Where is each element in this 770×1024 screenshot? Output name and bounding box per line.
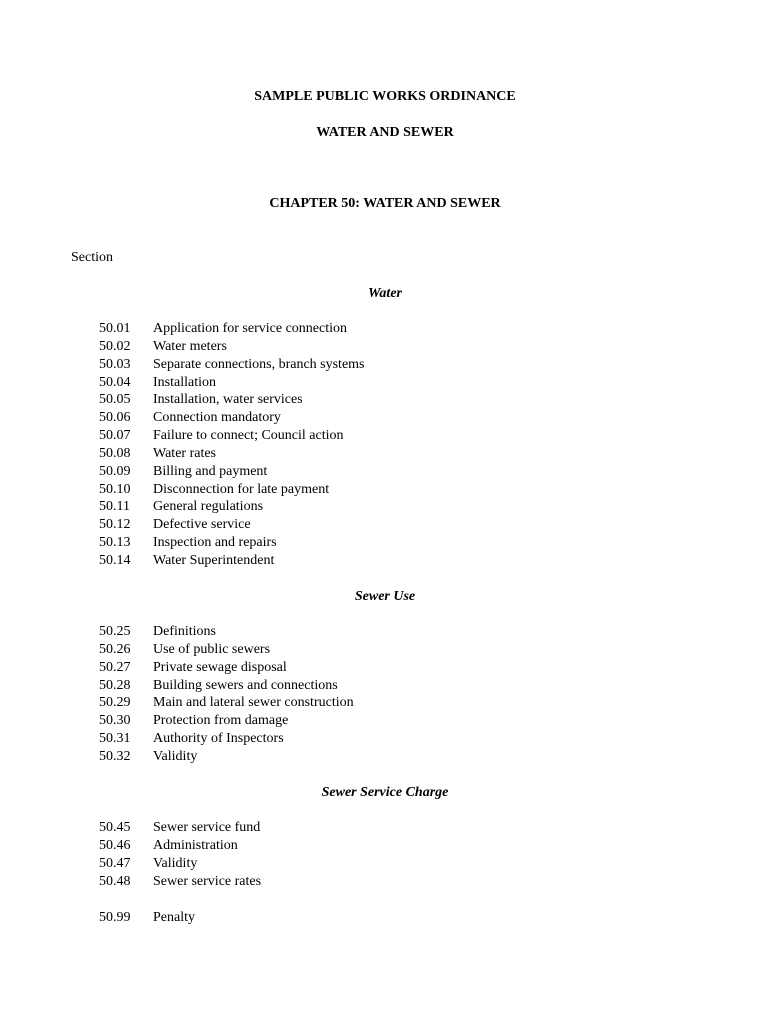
section-number: 50.47 — [99, 855, 131, 871]
group-heading-sewer-use: Sewer Use — [354, 589, 416, 604]
toc-entry — [99, 837, 261, 855]
section-number: 50.29 — [99, 695, 131, 711]
section-number: 50.07 — [99, 428, 131, 444]
section-title: Water Superintendent — [153, 552, 275, 568]
toc-entry — [99, 677, 354, 695]
section-number: 50.06 — [99, 410, 131, 426]
section-title: Validity — [153, 748, 198, 764]
toc-entry — [99, 623, 354, 641]
section-title: Authority of Inspectors — [153, 731, 284, 747]
toc-entry — [99, 659, 354, 677]
document-title: SAMPLE PUBLIC WORKS ORDINANCE — [254, 89, 516, 104]
toc-entry — [99, 338, 365, 356]
section-number: 50.10 — [99, 481, 131, 497]
section-title: Inspection and repairs — [153, 535, 277, 551]
toc-entry — [99, 481, 365, 499]
section-title: Failure to connect; Council action — [153, 428, 344, 444]
section-title: Main and lateral sewer construction — [153, 695, 354, 711]
section-number: 50.13 — [99, 535, 131, 551]
section-number: 50.48 — [99, 873, 131, 889]
section-title: Protection from damage — [153, 713, 289, 729]
section-number: 50.26 — [99, 641, 131, 657]
section-number: 50.25 — [99, 624, 131, 639]
section-number: 50.45 — [99, 820, 131, 835]
section-number: 50.02 — [99, 338, 131, 354]
section-number: 50.31 — [99, 731, 131, 747]
toc-entry — [99, 427, 365, 445]
section-number: 50.14 — [99, 552, 131, 568]
toc-entry — [99, 320, 365, 338]
section-title: Installation — [153, 374, 216, 390]
toc-entry — [99, 534, 365, 552]
section-title: Definitions — [153, 624, 216, 639]
section-number: 50.03 — [99, 356, 131, 372]
section-title: Defective service — [153, 517, 251, 533]
section-title: Separate connections, branch systems — [153, 356, 365, 372]
section-number: 50.08 — [99, 445, 131, 461]
toc-entry — [99, 873, 261, 891]
toc-entry — [99, 909, 195, 927]
toc-entry — [99, 819, 261, 837]
toc-entry — [99, 748, 354, 766]
section-title: Private sewage disposal — [153, 659, 287, 675]
section-title: Billing and payment — [153, 463, 268, 479]
section-number: 50.27 — [99, 659, 131, 675]
section-label: Section — [71, 250, 113, 265]
section-title: Application for service connection — [153, 321, 347, 336]
section-title: Connection mandatory — [153, 410, 281, 426]
section-title: Disconnection for late payment — [153, 481, 330, 497]
toc-entry — [99, 712, 354, 730]
section-title: Penalty — [153, 910, 195, 925]
chapter-heading: CHAPTER 50: WATER AND SEWER — [269, 196, 501, 211]
section-title: Installation, water services — [153, 392, 303, 408]
section-title: Water meters — [153, 338, 227, 354]
document-subtitle: WATER AND SEWER — [316, 125, 454, 140]
section-title: Sewer service rates — [153, 873, 262, 889]
section-number: 50.46 — [99, 837, 131, 853]
section-number: 50.05 — [99, 392, 131, 408]
section-number: 50.09 — [99, 463, 131, 479]
group-heading-water: Water — [368, 286, 402, 301]
toc-entry — [99, 694, 354, 712]
section-number: 50.01 — [99, 321, 131, 336]
group-heading-sewer-service-charge: Sewer Service Charge — [321, 785, 449, 800]
toc-entry — [99, 730, 354, 748]
toc-entry — [99, 641, 354, 659]
section-number: 50.32 — [99, 748, 131, 764]
section-number: 50.30 — [99, 713, 131, 729]
toc-entry — [99, 409, 365, 427]
toc-entry — [99, 498, 365, 516]
toc-entry — [99, 374, 365, 392]
section-number: 50.04 — [99, 374, 131, 390]
toc-entry — [99, 855, 261, 873]
toc-list-water — [99, 320, 365, 570]
section-title: General regulations — [153, 499, 264, 515]
toc-list-sewer-service-charge — [99, 819, 261, 890]
toc-entry — [99, 391, 365, 409]
section-number: 50.11 — [99, 499, 130, 515]
section-title: Use of public sewers — [153, 641, 271, 657]
toc-entry — [99, 516, 365, 534]
section-title: Water rates — [153, 445, 216, 461]
toc-entry — [99, 356, 365, 374]
section-title: Administration — [153, 837, 238, 853]
toc-entry — [99, 445, 365, 463]
section-number: 50.12 — [99, 517, 131, 533]
toc-entry — [99, 552, 365, 570]
toc-entry — [99, 463, 365, 481]
section-title: Sewer service fund — [153, 820, 261, 835]
toc-list-penalty — [99, 909, 195, 927]
toc-list-sewer-use — [99, 623, 354, 766]
section-title: Validity — [153, 855, 198, 871]
section-number: 50.99 — [99, 910, 131, 925]
section-title: Building sewers and connections — [153, 677, 338, 693]
section-number: 50.28 — [99, 677, 131, 693]
